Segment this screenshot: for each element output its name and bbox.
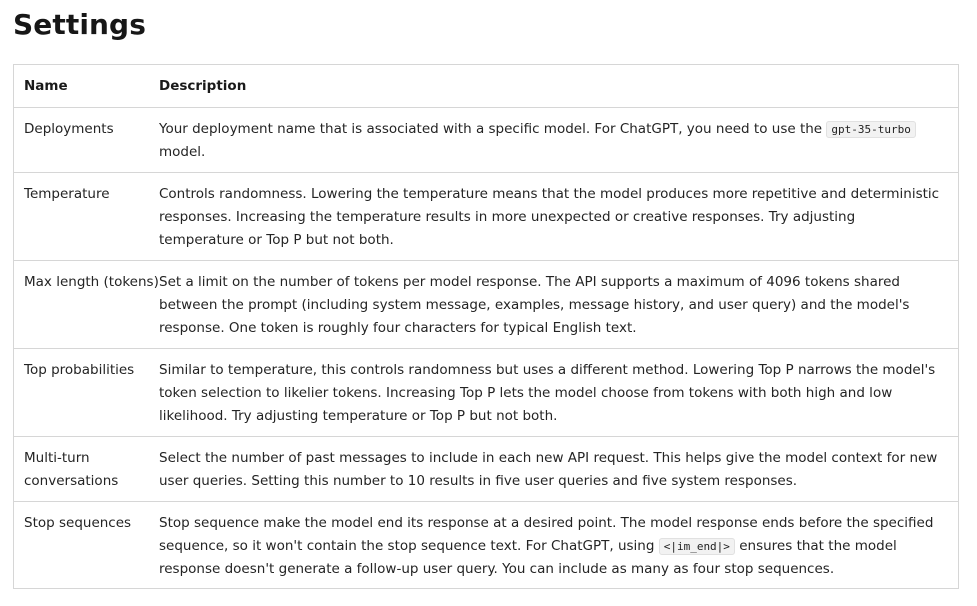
setting-name: Stop sequences xyxy=(24,515,132,531)
setting-description: Similar to temperature, this controls randomness but uses a different method. Lowering Top P narrows the model's token selection to likelier tokens. Increasing Top P lets the model choose from tokens with both high and low likelihood. Try adjusting temperature or Top P but not both. xyxy=(159,362,936,424)
table-row-temperature xyxy=(14,172,958,260)
setting-description xyxy=(159,512,958,588)
setting-name: Multi-turn conversations xyxy=(24,450,119,489)
table-row-top-probabilities xyxy=(14,348,958,436)
page-title: Settings xyxy=(13,8,146,41)
table-row-stop-sequences xyxy=(14,501,958,588)
inline-code: <|im_end|> xyxy=(659,538,735,555)
table-row-max-length xyxy=(14,260,958,348)
description-text: Your deployment name that is associated with a specific model. For ChatGPT, you need to use the xyxy=(159,121,827,137)
setting-description: Controls randomness. Lowering the temperature means that the model produces more repetitive and deterministic responses. Increasing the temperature results in more unexpected or creative responses. Try adjusting temperature or Top P but not both. xyxy=(159,186,940,248)
setting-name: Max length (tokens) xyxy=(24,274,159,290)
setting-description: Select the number of past messages to include in each new API request. This helps give the model context for new user queries. Setting this number to 10 results in five user queries and five system responses. xyxy=(159,450,938,489)
table-row-multi-turn xyxy=(14,436,958,501)
setting-name: Temperature xyxy=(24,186,110,202)
setting-name: Top probabilities xyxy=(24,362,135,378)
setting-name: Deployments xyxy=(24,121,114,137)
table-header-row xyxy=(14,65,958,107)
description-text: ensures that the model response doesn't generate a follow-up user query. You can include as many as four stop sequences. xyxy=(159,538,897,577)
description-text: model. xyxy=(159,144,206,160)
inline-code: gpt-35-turbo xyxy=(826,121,915,138)
setting-description: Set a limit on the number of tokens per model response. The API supports a maximum of 4096 tokens shared between the prompt (including system message, examples, message history, and user query) and the model's response. One token is roughly four characters for typical English text. xyxy=(159,274,910,336)
setting-description xyxy=(159,118,958,172)
column-header-description: Description xyxy=(159,77,247,94)
settings-table xyxy=(13,64,959,589)
column-header-name: Name xyxy=(24,77,68,94)
description-text: Stop sequence make the model end its response at a desired point. The model response ends before the specified sequence, so it won't contain the stop sequence text. For ChatGPT, using xyxy=(159,515,934,554)
table-row-deployments xyxy=(14,107,958,172)
